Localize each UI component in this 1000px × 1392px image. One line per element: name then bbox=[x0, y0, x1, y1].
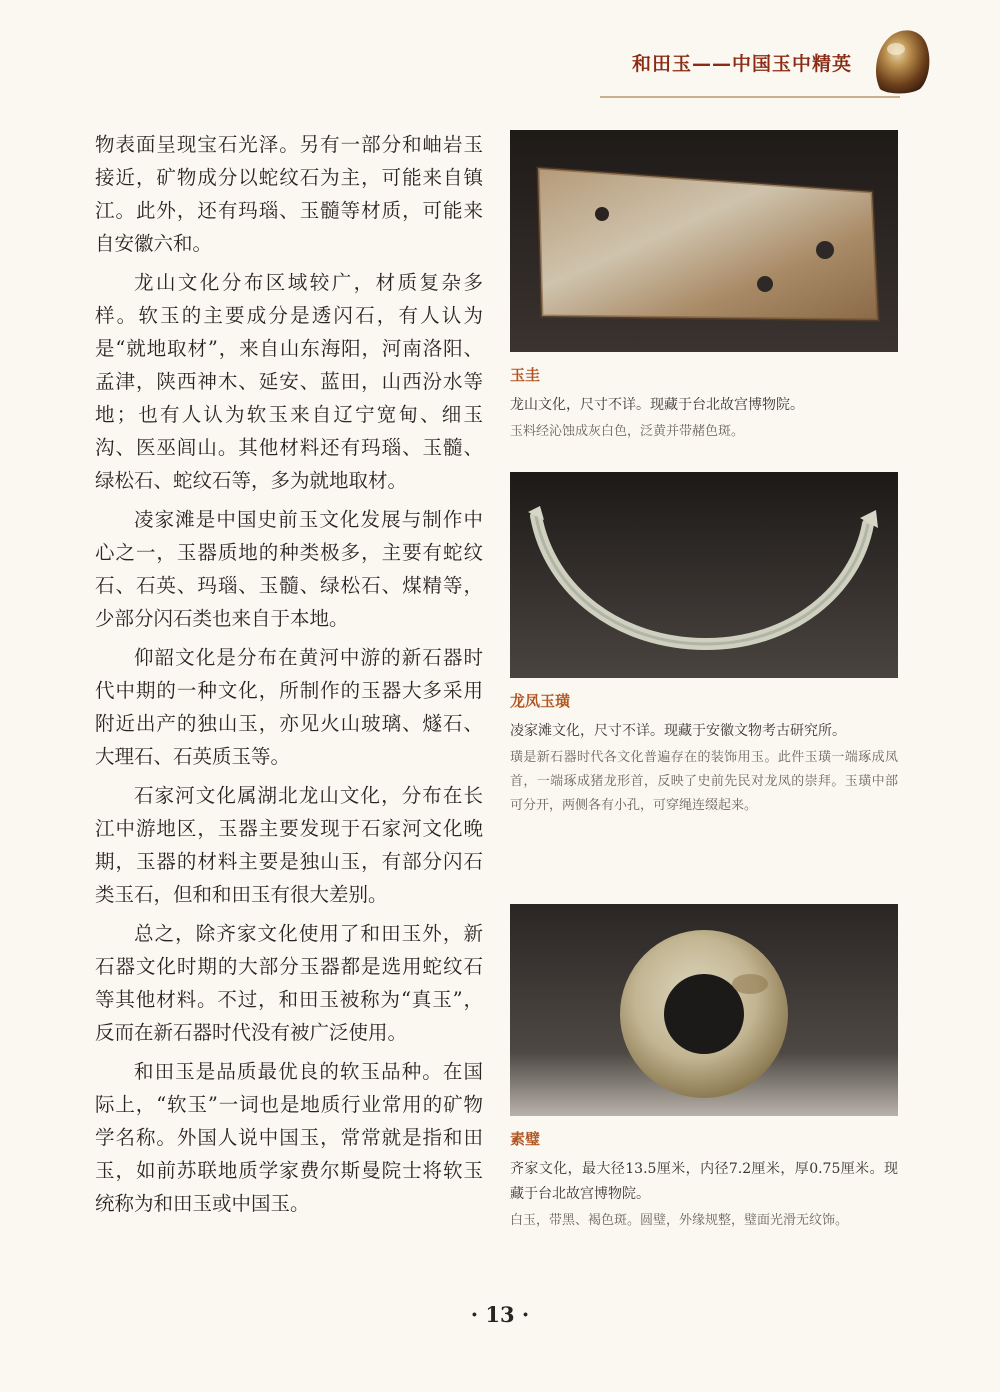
figure-plain-bi bbox=[510, 904, 898, 1233]
body-paragraph: 总之，除齐家文化使用了和田玉外，新石器文化时期的大部分玉器都是选用蛇纹石等其他材料。不过，和田玉被称为“真玉”，反而在新石器时代没有被广泛使用。 bbox=[95, 922, 483, 1044]
figure-jade-gui bbox=[510, 130, 898, 444]
body-paragraph: 物表面呈现宝石光泽。另有一部分和岫岩玉接近，矿物成分以蛇纹石为主，可能来自镇江。此外，还有玛瑙、玉髓等材质，可能来自安徽六和。 bbox=[95, 133, 483, 255]
dragon-phoenix-huang-photo bbox=[510, 472, 898, 678]
body-paragraph: 凌家滩是中国史前玉文化发展与制作中心之一，玉器质地的种类极多，主要有蛇纹石、石英、玛瑙、玉髓、绿松石、煤精等，少部分闪石类也来自于本地。 bbox=[95, 508, 483, 630]
figure-caption-detail: 璜是新石器时代各文化普遍存在的装饰用玉。此件玉璜一端琢成凤首，一端琢成猪龙形首，反映了史前先民对龙凤的崇拜。玉璜中部可分开，两侧各有小孔，可穿绳连缀起来。 bbox=[510, 750, 898, 813]
body-paragraph: 龙山文化分布区域较广，材质复杂多样。软玉的主要成分是透闪石，有人认为是“就地取材”，来自山东海阳，河南洛阳、孟津，陕西神木、延安、蓝田，山西汾水等地；也有人认为软玉来自辽宁宽甸、细玉沟、医巫闾山。其他材料还有玛瑙、玉髓、绿松石、蛇纹石等，多为就地取材。 bbox=[95, 271, 483, 492]
figure-dragon-phoenix-huang bbox=[510, 472, 898, 818]
figure-title: 素璧 bbox=[510, 1130, 541, 1148]
body-text-column bbox=[95, 128, 483, 1220]
jade-gui-photo bbox=[510, 130, 898, 352]
page-header bbox=[0, 0, 1000, 120]
figure-title: 玉圭 bbox=[510, 366, 541, 384]
plain-bi-photo bbox=[510, 904, 898, 1116]
jade-pebble-icon bbox=[870, 25, 932, 95]
figure-caption-main: 齐家文化，最大径13.5厘米，内径7.2厘米，厚0.75厘米。现藏于台北故宫博物院。 bbox=[510, 1161, 898, 1202]
figure-caption-detail: 玉料经沁蚀成灰白色，泛黄并带赭色斑。 bbox=[510, 424, 745, 439]
body-paragraph: 和田玉是品质最优良的软玉品种。在国际上，“软玉”一词也是地质行业常用的矿物学名称。外国人说中国玉，常常就是指和田玉，如前苏联地质学家费尔斯曼院士将软玉统称为和田玉或中国玉。 bbox=[95, 1060, 483, 1215]
figure-title: 龙凤玉璜 bbox=[510, 692, 571, 710]
figure-caption-main: 凌家滩文化，尺寸不详。现藏于安徽文物考古研究所。 bbox=[510, 723, 846, 739]
body-paragraph: 仰韶文化是分布在黄河中游的新石器时代中期的一种文化，所制作的玉器大多采用附近出产的独山玉，亦见火山玻璃、燧石、大理石、石英质玉等。 bbox=[95, 646, 483, 768]
header-rule bbox=[600, 96, 900, 98]
page-number: · 13 · bbox=[470, 1302, 530, 1327]
body-paragraph: 石家河文化属湖北龙山文化，分布在长江中游地区，玉器主要发现于石家河文化晚期，玉器的材料主要是独山玉，有部分闪石类玉石，但和和田玉有很大差别。 bbox=[95, 784, 483, 906]
figure-caption-main: 龙山文化，尺寸不详。现藏于台北故宫博物院。 bbox=[510, 397, 804, 413]
header-title: 和田玉——中国玉中精英 bbox=[632, 53, 853, 75]
figure-caption-detail: 白玉，带黑、褐色斑。圆璧，外缘规整，璧面光滑无纹饰。 bbox=[510, 1213, 849, 1228]
